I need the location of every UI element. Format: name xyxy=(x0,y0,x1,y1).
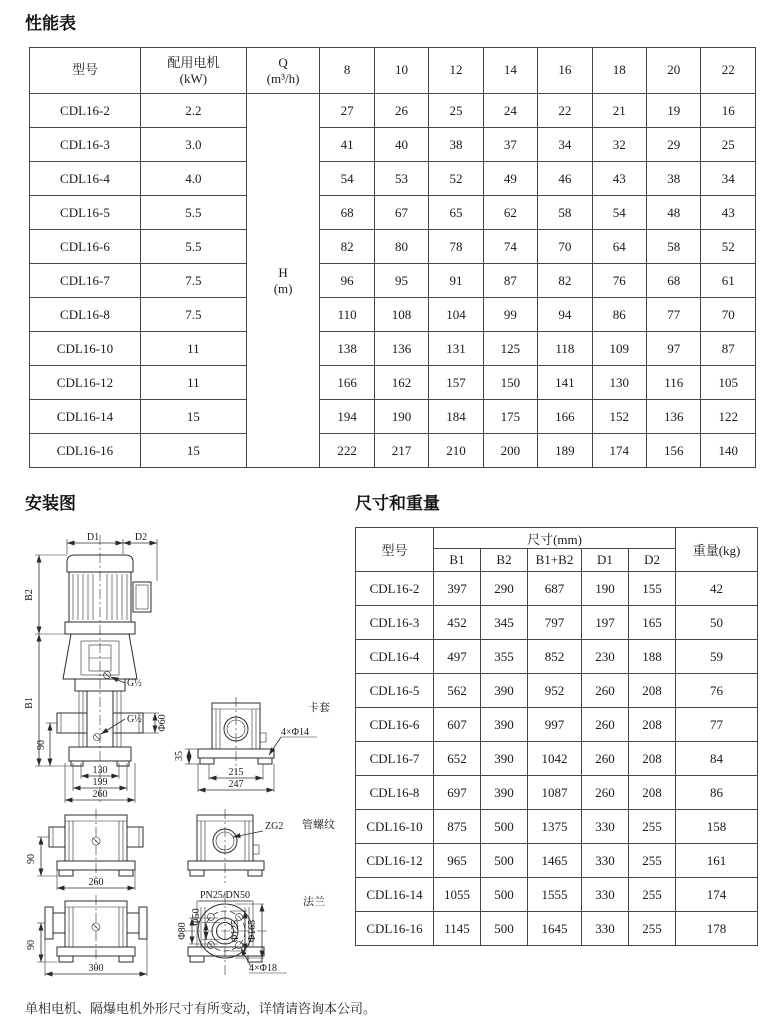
head-value-cell: 25 xyxy=(429,94,483,128)
dim-label-215: 215 xyxy=(228,767,244,778)
size-cell: 500 xyxy=(481,912,528,946)
dimension-table-body xyxy=(356,572,758,946)
head-value-cell: 43 xyxy=(701,196,756,230)
size-cell: 165 xyxy=(629,606,676,640)
head-value-cell: 52 xyxy=(701,230,756,264)
performance-row-CDL16-4 xyxy=(30,162,756,196)
model-cell: CDL16-12 xyxy=(30,366,141,400)
size-cell: 255 xyxy=(629,912,676,946)
head-value-cell: 49 xyxy=(483,162,537,196)
size-cell: 208 xyxy=(629,776,676,810)
size-cell: 1555 xyxy=(528,878,582,912)
size-cell: 1087 xyxy=(528,776,582,810)
size-cell: 290 xyxy=(481,572,528,606)
head-value-cell: 22 xyxy=(538,94,592,128)
performance-row-CDL16-16 xyxy=(30,434,756,468)
head-value-cell: 19 xyxy=(647,94,701,128)
flow-header-16: 16 xyxy=(538,48,592,94)
col-q-unit: (m³/h) xyxy=(266,70,300,86)
motor-power-cell: 5.5 xyxy=(140,196,246,230)
model-cell: CDL16-16 xyxy=(30,434,141,468)
terminal-box-lid xyxy=(136,585,148,609)
label-g-half-bottom: G½ xyxy=(127,714,142,725)
size-header-b1b2: B1+B2 xyxy=(528,549,582,572)
model-cell: CDL16-14 xyxy=(30,400,141,434)
head-value-cell: 29 xyxy=(647,128,701,162)
motor-power-cell: 7.5 xyxy=(140,298,246,332)
label-bolt-4x18: 4×Φ18 xyxy=(249,963,277,974)
head-value-cell: 87 xyxy=(483,264,537,298)
size-cell: 330 xyxy=(582,844,629,878)
head-value-cell: 58 xyxy=(538,196,592,230)
head-value-cell: 136 xyxy=(374,332,428,366)
size-cell: 155 xyxy=(629,572,676,606)
size-cell: 997 xyxy=(528,708,582,742)
dim-label-35: 35 xyxy=(174,751,185,761)
head-value-cell: 140 xyxy=(701,434,756,468)
col-flow-header xyxy=(246,48,320,94)
installation-drawing xyxy=(25,527,355,979)
head-value-cell: 43 xyxy=(592,162,646,196)
model-cell: CDL16-5 xyxy=(356,674,434,708)
size-cell: 355 xyxy=(481,640,528,674)
head-value-cell: 32 xyxy=(592,128,646,162)
dim-col-size-header: 尺寸(mm) xyxy=(434,528,676,549)
col-model-header: 型号 xyxy=(30,48,141,94)
head-value-cell: 91 xyxy=(429,264,483,298)
head-value-cell: 37 xyxy=(483,128,537,162)
label-pn25-dn50: PN25/DN50 xyxy=(199,890,251,901)
motor-power-cell: 11 xyxy=(140,332,246,366)
size-cell: 797 xyxy=(528,606,582,640)
footer-note: 单相电机、隔爆电机外形尺寸有所变动，详情请咨询本公司。 xyxy=(25,1001,377,1016)
size-cell: 255 xyxy=(629,844,676,878)
head-value-cell: 150 xyxy=(483,366,537,400)
flange-detail-view xyxy=(177,890,325,975)
head-value-cell: 26 xyxy=(374,94,428,128)
col-motor-label: 配用电机 xyxy=(167,54,220,70)
size-cell: 852 xyxy=(528,640,582,674)
size-cell: 260 xyxy=(582,776,629,810)
size-cell: 230 xyxy=(582,640,629,674)
size-cell: 1145 xyxy=(434,912,481,946)
flow-header-8: 8 xyxy=(320,48,374,94)
head-value-cell: 41 xyxy=(320,128,374,162)
model-cell: CDL16-8 xyxy=(356,776,434,810)
size-cell: 330 xyxy=(582,912,629,946)
head-value-cell: 21 xyxy=(592,94,646,128)
flanged-base-view xyxy=(26,895,147,976)
model-cell: CDL16-3 xyxy=(30,128,141,162)
dimension-row-CDL16-10 xyxy=(356,810,758,844)
head-value-cell: 96 xyxy=(320,264,374,298)
size-cell: 208 xyxy=(629,674,676,708)
head-value-cell: 210 xyxy=(429,434,483,468)
size-cell: 952 xyxy=(528,674,582,708)
performance-title: 性能表 xyxy=(25,14,76,33)
dim-label-90: 90 xyxy=(36,740,47,750)
head-value-cell: 67 xyxy=(374,196,428,230)
motor-power-cell: 11 xyxy=(140,366,246,400)
label-bolt-4x14: 4×Φ14 xyxy=(281,727,309,738)
size-cell: 255 xyxy=(629,810,676,844)
size-cell: 697 xyxy=(434,776,481,810)
size-cell: 562 xyxy=(434,674,481,708)
dim-label-d2: D2 xyxy=(134,532,148,543)
dim-label-90c: 90 xyxy=(26,940,37,950)
size-cell: 500 xyxy=(481,844,528,878)
label-zg2: ZG2 xyxy=(265,821,284,832)
size-cell: 1042 xyxy=(528,742,582,776)
head-value-cell: 109 xyxy=(592,332,646,366)
weight-cell: 59 xyxy=(676,640,758,674)
dim-label-90b: 90 xyxy=(26,854,37,864)
dimensions-column xyxy=(355,489,757,984)
weight-cell: 86 xyxy=(676,776,758,810)
ported-base-view xyxy=(26,809,143,890)
label-flange-type: 法兰 xyxy=(303,896,325,908)
size-cell: 397 xyxy=(434,572,481,606)
motor-power-cell: 7.5 xyxy=(140,264,246,298)
size-header-b1: B1 xyxy=(434,549,481,572)
label-g-half-top: G½ xyxy=(127,678,142,689)
head-value-cell: 94 xyxy=(538,298,592,332)
dimension-row-CDL16-7 xyxy=(356,742,758,776)
size-cell: 390 xyxy=(481,674,528,708)
size-cell: 330 xyxy=(582,878,629,912)
size-cell: 875 xyxy=(434,810,481,844)
dimension-row-CDL16-6 xyxy=(356,708,758,742)
size-cell: 500 xyxy=(481,810,528,844)
head-value-cell: 52 xyxy=(429,162,483,196)
head-value-cell: 108 xyxy=(374,298,428,332)
performance-row-CDL16-5 xyxy=(30,196,756,230)
dimension-row-CDL16-5 xyxy=(356,674,758,708)
dimension-row-CDL16-2 xyxy=(356,572,758,606)
head-value-cell: 122 xyxy=(701,400,756,434)
head-value-cell: 97 xyxy=(647,332,701,366)
head-value-cell: 80 xyxy=(374,230,428,264)
motor-power-cell: 2.2 xyxy=(140,94,246,128)
model-cell: CDL16-12 xyxy=(356,844,434,878)
head-value-cell: 78 xyxy=(429,230,483,264)
head-value-cell: 34 xyxy=(701,162,756,196)
model-cell: CDL16-5 xyxy=(30,196,141,230)
dim-label-247: 247 xyxy=(228,779,244,790)
size-header-d1: D1 xyxy=(582,549,629,572)
size-cell: 687 xyxy=(528,572,582,606)
head-value-cell: 77 xyxy=(647,298,701,332)
head-value-cell: 38 xyxy=(429,128,483,162)
size-cell: 345 xyxy=(481,606,528,640)
size-cell: 260 xyxy=(582,674,629,708)
dim-label-b1: B1 xyxy=(25,697,35,709)
head-value-cell: 138 xyxy=(320,332,374,366)
dim-label-199: 199 xyxy=(92,777,108,788)
head-value-cell: 61 xyxy=(701,264,756,298)
size-cell: 965 xyxy=(434,844,481,878)
performance-row-CDL16-2 xyxy=(30,94,756,128)
head-value-cell: 68 xyxy=(320,196,374,230)
performance-row-CDL16-14 xyxy=(30,400,756,434)
head-value-cell: 200 xyxy=(483,434,537,468)
head-value-cell: 166 xyxy=(320,366,374,400)
pump-main-view xyxy=(25,532,168,805)
size-cell: 390 xyxy=(481,742,528,776)
dim-col-weight-header: 重量(kg) xyxy=(676,528,758,572)
head-value-cell: 82 xyxy=(538,264,592,298)
model-cell: CDL16-7 xyxy=(356,742,434,776)
model-cell: CDL16-10 xyxy=(356,810,434,844)
head-value-cell: 136 xyxy=(647,400,701,434)
installation-title: 安装图 xyxy=(25,494,76,513)
thread-variant-view xyxy=(188,809,335,883)
dim-label-d1: D1 xyxy=(86,532,100,543)
label-clamp-type: 卡套 xyxy=(308,702,330,714)
head-value-cell: 76 xyxy=(592,264,646,298)
head-value-cell: 141 xyxy=(538,366,592,400)
size-cell: 197 xyxy=(582,606,629,640)
dimension-row-CDL16-12 xyxy=(356,844,758,878)
motor-power-cell: 15 xyxy=(140,434,246,468)
head-value-cell: 68 xyxy=(647,264,701,298)
model-cell: CDL16-2 xyxy=(30,94,141,128)
size-cell: 1645 xyxy=(528,912,582,946)
head-value-cell: 95 xyxy=(374,264,428,298)
head-value-cell: 116 xyxy=(647,366,701,400)
flow-header-14: 14 xyxy=(483,48,537,94)
clamp-variant-view xyxy=(174,697,330,792)
head-value-cell: 40 xyxy=(374,128,428,162)
dimension-table xyxy=(355,527,758,946)
size-cell: 260 xyxy=(582,708,629,742)
model-cell: CDL16-6 xyxy=(30,230,141,264)
performance-row-CDL16-8 xyxy=(30,298,756,332)
model-cell: CDL16-4 xyxy=(356,640,434,674)
head-value-cell: 156 xyxy=(647,434,701,468)
head-value-cell: 174 xyxy=(592,434,646,468)
head-value-cell: 166 xyxy=(538,400,592,434)
weight-cell: 84 xyxy=(676,742,758,776)
installation-column xyxy=(25,489,355,984)
size-cell: 255 xyxy=(629,878,676,912)
head-value-cell: 152 xyxy=(592,400,646,434)
head-value-cell: 125 xyxy=(483,332,537,366)
size-header-d2: D2 xyxy=(629,549,676,572)
model-cell: CDL16-6 xyxy=(356,708,434,742)
weight-cell: 161 xyxy=(676,844,758,878)
dimension-row-CDL16-3 xyxy=(356,606,758,640)
head-value-cell: 175 xyxy=(483,400,537,434)
dim-label-phi165: Φ165 xyxy=(247,919,258,943)
lower-section xyxy=(25,489,755,984)
head-value-cell: 82 xyxy=(320,230,374,264)
size-cell: 1375 xyxy=(528,810,582,844)
head-value-cell: 190 xyxy=(374,400,428,434)
head-value-cell: 65 xyxy=(429,196,483,230)
col-motor-unit: (kW) xyxy=(179,70,208,86)
model-cell: CDL16-7 xyxy=(30,264,141,298)
dimension-header-row-1 xyxy=(356,528,758,549)
size-cell: 497 xyxy=(434,640,481,674)
head-value-cell: 62 xyxy=(483,196,537,230)
head-value-cell: 58 xyxy=(647,230,701,264)
head-value-cell: 217 xyxy=(374,434,428,468)
size-cell: 500 xyxy=(481,878,528,912)
head-value-cell: 54 xyxy=(592,196,646,230)
motor-power-cell: 4.0 xyxy=(140,162,246,196)
size-cell: 260 xyxy=(582,742,629,776)
model-cell: CDL16-3 xyxy=(356,606,434,640)
motor-power-cell: 15 xyxy=(140,400,246,434)
size-cell: 1465 xyxy=(528,844,582,878)
head-value-cell: 70 xyxy=(701,298,756,332)
weight-cell: 50 xyxy=(676,606,758,640)
performance-row-CDL16-10 xyxy=(30,332,756,366)
head-value-cell: 222 xyxy=(320,434,374,468)
head-value-cell: 54 xyxy=(320,162,374,196)
dimension-row-CDL16-8 xyxy=(356,776,758,810)
label-thread-type: 管螺纹 xyxy=(302,819,335,831)
dim-label-130: 130 xyxy=(92,765,108,776)
motor-power-cell: 3.0 xyxy=(140,128,246,162)
head-value-cell: 189 xyxy=(538,434,592,468)
head-value-cell: 46 xyxy=(538,162,592,196)
performance-row-CDL16-12 xyxy=(30,366,756,400)
performance-row-CDL16-3 xyxy=(30,128,756,162)
performance-row-CDL16-6 xyxy=(30,230,756,264)
head-value-cell: 118 xyxy=(538,332,592,366)
dimensions-title: 尺寸和重量 xyxy=(355,494,440,513)
head-value-cell: 184 xyxy=(429,400,483,434)
dim-label-phi125: Φ125 xyxy=(230,919,241,943)
dim-label-300: 300 xyxy=(88,963,104,974)
model-cell: CDL16-14 xyxy=(356,878,434,912)
motor-power-cell: 5.5 xyxy=(140,230,246,264)
model-cell: CDL16-10 xyxy=(30,332,141,366)
weight-cell: 76 xyxy=(676,674,758,708)
size-cell: 390 xyxy=(481,708,528,742)
size-cell: 1055 xyxy=(434,878,481,912)
size-cell: 208 xyxy=(629,742,676,776)
head-value-cell: 64 xyxy=(592,230,646,264)
weight-cell: 42 xyxy=(676,572,758,606)
size-cell: 190 xyxy=(582,572,629,606)
head-value-cell: 104 xyxy=(429,298,483,332)
weight-cell: 174 xyxy=(676,878,758,912)
size-cell: 188 xyxy=(629,640,676,674)
size-cell: 208 xyxy=(629,708,676,742)
model-cell: CDL16-2 xyxy=(356,572,434,606)
head-value-cell: 70 xyxy=(538,230,592,264)
head-value-cell: 157 xyxy=(429,366,483,400)
dim-label-phi60: Φ60 xyxy=(157,714,168,732)
dim-label-260: 260 xyxy=(92,789,108,800)
head-value-cell: 27 xyxy=(320,94,374,128)
flow-header-18: 18 xyxy=(592,48,646,94)
head-value-cell: 110 xyxy=(320,298,374,332)
flow-header-20: 20 xyxy=(647,48,701,94)
head-value-cell: 86 xyxy=(592,298,646,332)
suction-port xyxy=(57,713,87,733)
performance-table xyxy=(29,47,756,468)
dim-label-b2: B2 xyxy=(25,589,35,601)
head-value-cell: 25 xyxy=(701,128,756,162)
weight-cell: 178 xyxy=(676,912,758,946)
flow-header-22: 22 xyxy=(701,48,756,94)
size-cell: 452 xyxy=(434,606,481,640)
performance-header-row xyxy=(30,48,756,94)
weight-cell: 77 xyxy=(676,708,758,742)
head-value-cell: 24 xyxy=(483,94,537,128)
performance-row-CDL16-7 xyxy=(30,264,756,298)
flow-header-10: 10 xyxy=(374,48,428,94)
dim-label-phi50: Φ50 xyxy=(191,908,202,926)
head-value-cell: 48 xyxy=(647,196,701,230)
flow-header-12: 12 xyxy=(429,48,483,94)
dim-label-phi80: Φ80 xyxy=(177,922,188,940)
dim-col-model-header: 型号 xyxy=(356,528,434,572)
dim-label-260b: 260 xyxy=(88,877,104,888)
performance-table-body xyxy=(30,94,756,468)
model-cell: CDL16-16 xyxy=(356,912,434,946)
head-value-cell: 16 xyxy=(701,94,756,128)
head-value-cell: 130 xyxy=(592,366,646,400)
size-cell: 607 xyxy=(434,708,481,742)
head-value-cell: 162 xyxy=(374,366,428,400)
head-unit-cell: H (m) xyxy=(246,94,320,468)
head-value-cell: 34 xyxy=(538,128,592,162)
size-header-b2: B2 xyxy=(481,549,528,572)
size-cell: 652 xyxy=(434,742,481,776)
terminal-box xyxy=(133,582,151,612)
head-value-cell: 38 xyxy=(647,162,701,196)
col-q-label: Q xyxy=(278,54,288,70)
size-cell: 330 xyxy=(582,810,629,844)
model-cell: CDL16-8 xyxy=(30,298,141,332)
model-cell: CDL16-4 xyxy=(30,162,141,196)
head-value-cell: 87 xyxy=(701,332,756,366)
dimension-row-CDL16-4 xyxy=(356,640,758,674)
head-value-cell: 105 xyxy=(701,366,756,400)
dimension-row-CDL16-14 xyxy=(356,878,758,912)
size-cell: 390 xyxy=(481,776,528,810)
weight-cell: 158 xyxy=(676,810,758,844)
head-value-cell: 99 xyxy=(483,298,537,332)
col-motor-header xyxy=(140,48,246,94)
dimension-row-CDL16-16 xyxy=(356,912,758,946)
head-value-cell: 194 xyxy=(320,400,374,434)
head-value-cell: 74 xyxy=(483,230,537,264)
head-value-cell: 53 xyxy=(374,162,428,196)
head-value-cell: 131 xyxy=(429,332,483,366)
